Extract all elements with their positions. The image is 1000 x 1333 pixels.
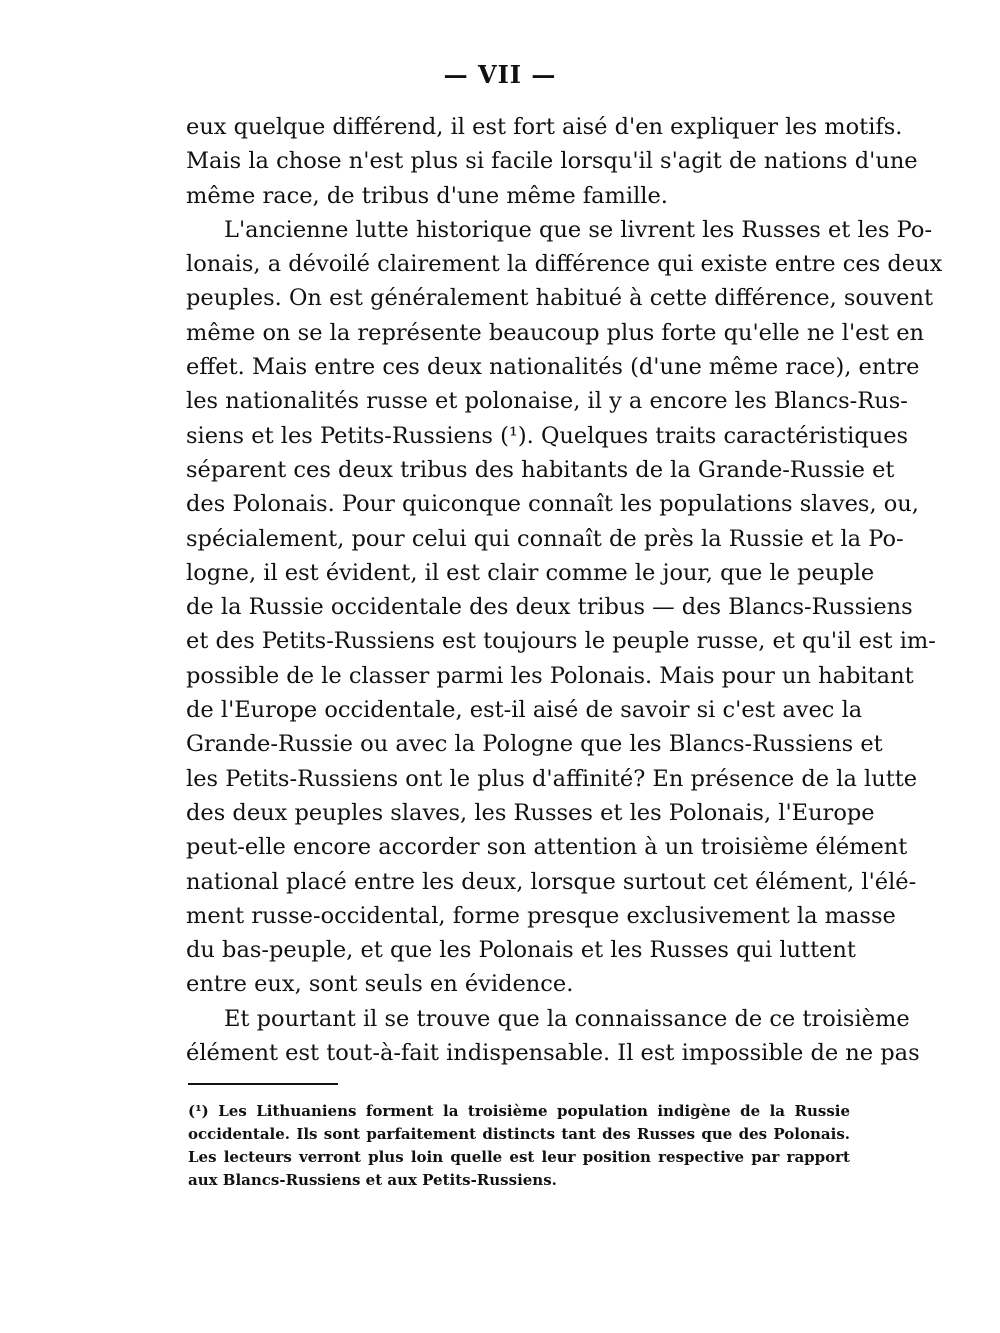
body-line: élément est tout-à-fait indispensable. Il est impossible de ne pas	[186, 1040, 920, 1067]
body-line: spécialement, pour celui qui connaît de près la Russie et la Po-	[186, 525, 904, 552]
footnote-divider	[188, 1083, 338, 1085]
body-line: les nationalités russe et polonaise, il y a encore les Blancs-Rus-	[186, 388, 908, 415]
body-line: siens et les Petits-Russiens (¹). Quelques traits caractéristiques	[186, 422, 909, 449]
body-line: peut-elle encore accorder son attention à un troisième élément	[186, 834, 908, 861]
body-line: Grande-Russie ou avec la Pologne que les Blancs-Russiens et	[186, 731, 883, 758]
body-line: lonais, a dévoilé clairement la différence qui existe entre ces deux	[186, 251, 943, 278]
body-line: national placé entre les deux, lorsque surtout cet élément, l'élé-	[186, 868, 917, 895]
body-line: séparent ces deux tribus des habitants de la Grande-Russie et	[186, 456, 895, 483]
body-line: ment russe-occidental, forme presque exclusivement la masse	[186, 902, 896, 929]
body-line: entre eux, sont seuls en évidence.	[186, 971, 574, 998]
body-line: possible de le classer parmi les Polonais. Mais pour un habitant	[186, 662, 914, 689]
body-line: eux quelque différend, il est fort aisé d'en expliquer les motifs.	[186, 114, 903, 140]
footnote-line: aux Blancs-Russiens et aux Petits-Russiens.	[188, 1171, 557, 1189]
body-line: logne, il est évident, il est clair comme le jour, que le peuple	[186, 559, 875, 586]
body-line: les Petits-Russiens ont le plus d'affinité? En présence de la lutte	[186, 765, 918, 792]
body-line: de l'Europe occidentale, est-il aisé de savoir si c'est avec la	[186, 697, 863, 724]
body-line: L'ancienne lutte historique que se livrent les Russes et les Po-	[224, 216, 933, 243]
body-line: effet. Mais entre ces deux nationalités (d'une même race), entre	[186, 354, 920, 381]
footnote-line: Les lecteurs verront plus loin quelle est leur position respective par rapport	[188, 1148, 850, 1166]
body-line: de la Russie occidentale des deux tribus — des Blancs-Russiens	[186, 594, 913, 621]
body-line: Mais la chose n'est plus si facile lorsqu'il s'agit de nations d'une	[186, 148, 918, 175]
body-line: peuples. On est généralement habitué à cette différence, souvent	[186, 285, 934, 312]
body-line: des Polonais. Pour quiconque connaît les populations slaves, ou,	[186, 491, 919, 518]
body-line: même on se la représente beaucoup plus forte qu'elle ne l'est en	[186, 319, 925, 346]
body-line: Et pourtant il se trouve que la connaissance de ce troisième	[224, 1005, 910, 1032]
body-line: des deux peuples slaves, les Russes et les Polonais, l'Europe	[186, 799, 875, 826]
body-text	[186, 110, 943, 1070]
page-number: — VII —	[443, 60, 557, 89]
footnote-line: (¹) Les Lithuaniens forment la troisième population indigène de la Russie	[188, 1102, 850, 1120]
body-line: et des Petits-Russiens est toujours le peuple russe, et qu'il est im-	[186, 628, 936, 655]
body-line: même race, de tribus d'une même famille.	[186, 182, 668, 209]
footnote-line: occidentale. Ils sont parfaitement distincts tant des Russes que des Polonais.	[188, 1125, 850, 1143]
footnote	[188, 1100, 850, 1192]
body-line: du bas-peuple, et que les Polonais et les Russes qui luttent	[186, 937, 856, 964]
